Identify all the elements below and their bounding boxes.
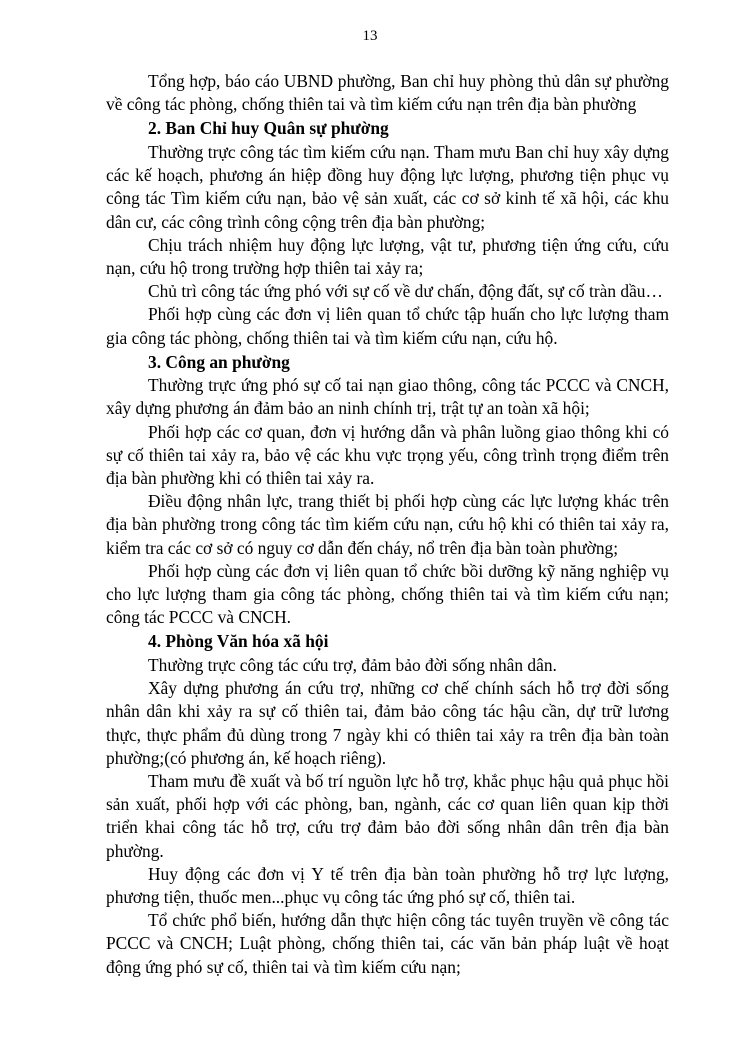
paragraph: Điều động nhân lực, trang thiết bị phối hợp cùng các lực lượng khác trên địa bàn phường trong công tác tìm kiếm cứu nạn, cứu hộ khi có thiên tai xảy ra, kiểm tra các cơ sở có nguy cơ dẫn đến cháy, nổ trên địa bàn toàn phường; (106, 491, 669, 558)
document-body (106, 70, 669, 979)
paragraph: Xây dựng phương án cứu trợ, những cơ chế chính sách hỗ trợ đời sống nhân dân khi xảy ra sự cố thiên tai, đảm bảo công tác hậu cần, dự trữ lương thực, thực phẩm đủ dùng trong 7 ngày khi có thiên tai xảy ra trên địa bàn toàn phường;(có phương án, kế hoạch riêng). (106, 678, 669, 768)
paragraph: Tham mưu đề xuất và bố trí nguồn lực hỗ trợ, khắc phục hậu quả phục hồi sản xuất, phối hợp với các phòng, ban, ngành, các cơ quan liên quan kịp thời triển khai công tác hỗ trợ, cứu trợ đảm bảo đời sống nhân dân trên địa bàn phường. (106, 770, 669, 861)
paragraph: Thường trực công tác cứu trợ, đảm bảo đời sống nhân dân. (148, 654, 557, 675)
paragraph: Thường trực công tác tìm kiếm cứu nạn. Tham mưu Ban chỉ huy xây dựng các kế hoạch, phương án hiệp đồng huy động lực lượng, phương tiện phục vụ công tác Tìm kiếm cứu nạn, bảo vệ sản xuất, các cơ sở kinh tế xã hội, các khu dân cư, các công trình công cộng trên địa bàn phường; (106, 141, 669, 232)
page-number: 13 (362, 28, 378, 44)
paragraph: Phối hợp các cơ quan, đơn vị hướng dẫn và phân luồng giao thông khi có sự cố thiên tai xảy ra, bảo vệ các khu vực trọng yếu, công trình trọng điểm trên địa bàn phường khi có thiên tai xảy ra. (106, 421, 669, 489)
paragraph: Thường trực ứng phó sự cố tai nạn giao thông, công tác PCCC và CNCH, xây dựng phương án đảm bảo an ninh chính trị, trật tự an toàn xã hội; (106, 375, 669, 419)
paragraph: Chủ trì công tác ứng phó với sự cố về dư chấn, động đất, sự cố tràn dầu… (148, 281, 663, 302)
paragraph: Tổ chức phổ biến, hướng dẫn thực hiện công tác tuyên truyền về công tác PCCC và CNCH; Luật phòng, chống thiên tai, các văn bản pháp luật về hoạt động ứng phó sự cố, thiên tai và tìm kiếm cứu nạn; (106, 910, 669, 977)
section-heading: 4. Phòng Văn hóa xã hội (148, 631, 329, 652)
section-heading: 3. Công an phường (148, 351, 290, 372)
paragraph: Phối hợp cùng các đơn vị liên quan tổ chức bồi dưỡng kỹ năng nghiệp vụ cho lực lượng tham gia công tác phòng, chống thiên tai và tìm kiếm cứu nạn; công tác PCCC và CNCH. (106, 560, 669, 628)
paragraph: Huy động các đơn vị Y tế trên địa bàn toàn phường hỗ trợ lực lượng, phương tiện, thuốc men...phục vụ công tác ứng phó sự cố, thiên tai. (106, 863, 669, 907)
paragraph: Phối hợp cùng các đơn vị liên quan tổ chức tập huấn cho lực lượng tham gia công tác phòng, chống thiên tai và tìm kiếm cứu nạn, cứu hộ. (106, 304, 669, 348)
paragraph: Tổng hợp, báo cáo UBND phường, Ban chỉ huy phòng thủ dân sự phường về công tác phòng, chống thiên tai và tìm kiếm cứu nạn trên địa bàn phường (106, 71, 669, 115)
section-heading: 2. Ban Chỉ huy Quân sự phường (148, 118, 389, 139)
paragraph: Chịu trách nhiệm huy động lực lượng, vật tư, phương tiện ứng cứu, cứu nạn, cứu hộ trong trường hợp thiên tai xảy ra; (106, 234, 669, 278)
